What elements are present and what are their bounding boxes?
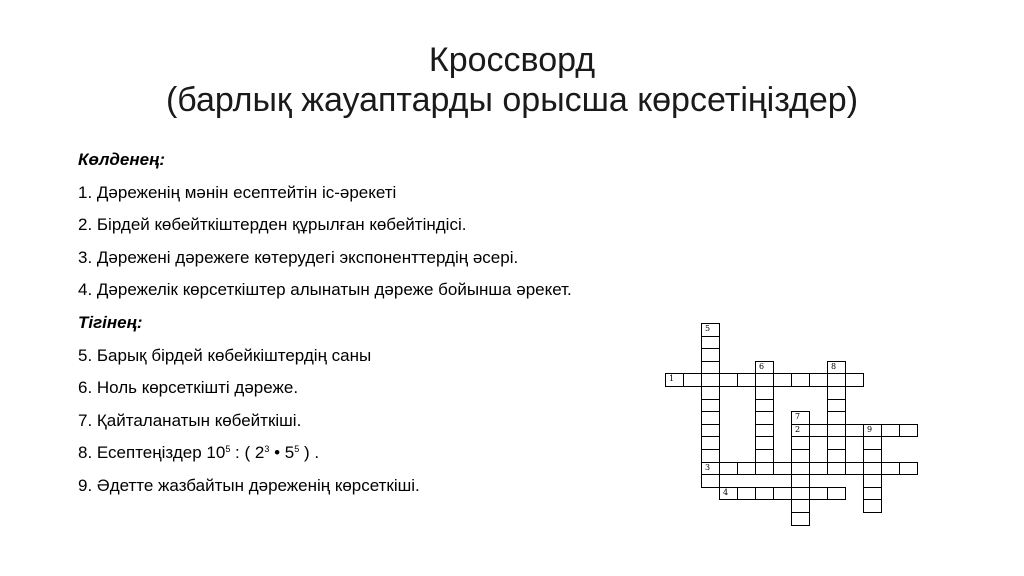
crossword-cell[interactable]	[791, 436, 810, 450]
crossword-clue-number: 6	[759, 361, 765, 371]
crossword-cell[interactable]	[809, 462, 828, 476]
crossword-cell[interactable]	[863, 487, 882, 501]
clue-down-8	[78, 439, 678, 472]
crossword-clue-number: 4	[723, 487, 729, 497]
title-line-2: (барлық жауаптарды орысша көрсетіңіздер)	[165, 81, 859, 119]
crossword-cell[interactable]	[683, 373, 702, 387]
crossword-cell[interactable]	[701, 411, 720, 425]
clue-across-2: 2. Бірдей көбейткіштерден құрылған көбейтіндісі.	[78, 215, 467, 235]
crossword-cell[interactable]	[701, 424, 720, 438]
crossword-cell[interactable]	[755, 373, 774, 387]
crossword-cell[interactable]	[701, 361, 720, 375]
crossword-cell[interactable]	[881, 424, 900, 438]
clue-down-7: 7. Қайталанатын көбейткіші.	[78, 410, 302, 430]
crossword-cell[interactable]	[719, 373, 738, 387]
crossword-cell[interactable]	[755, 424, 774, 438]
crossword-cell[interactable]	[827, 399, 846, 413]
crossword-cell[interactable]	[809, 487, 828, 501]
crossword-cell[interactable]	[773, 462, 792, 476]
crossword-cell[interactable]	[755, 462, 774, 476]
crossword-cell[interactable]	[665, 373, 684, 387]
across-heading: Көлденең:	[78, 150, 166, 169]
slide-title	[0, 40, 1024, 120]
crossword-cell[interactable]	[863, 474, 882, 488]
crossword-cell[interactable]	[827, 449, 846, 463]
clue-down-9: 9. Әдетте жазбайтын дәреженің көрсеткіші.	[78, 475, 420, 495]
crossword-cell[interactable]	[827, 373, 846, 387]
crossword-cell[interactable]	[755, 399, 774, 413]
clue-8-mid1: : ( 2	[230, 443, 265, 463]
crossword-cell[interactable]	[863, 449, 882, 463]
crossword-cell[interactable]	[845, 373, 864, 387]
crossword-clue-number: 7	[795, 412, 801, 422]
crossword-cell[interactable]	[791, 373, 810, 387]
crossword-cell[interactable]	[791, 462, 810, 476]
clue-across-1: 1. Дәреженің мәнін есептейтін іс-әрекеті	[78, 182, 397, 202]
crossword-cell[interactable]	[791, 487, 810, 501]
crossword-cell[interactable]	[845, 424, 864, 438]
crossword-cell[interactable]	[863, 499, 882, 513]
crossword-cell[interactable]	[791, 424, 810, 438]
crossword-cell[interactable]	[827, 361, 846, 375]
clue-across-3: 3. Дәрежені дәрежеге көтерудегі экспоненттердің әсері.	[78, 247, 519, 267]
crossword-cell[interactable]	[827, 424, 846, 438]
clue-8-exp2: 3	[264, 444, 270, 455]
crossword-cell[interactable]	[701, 323, 720, 337]
crossword-cell[interactable]	[701, 348, 720, 362]
title-line-1: Кроссворд	[428, 41, 596, 79]
clue-8-suffix: ) .	[299, 443, 320, 463]
crossword-cell[interactable]	[791, 499, 810, 513]
crossword-cell[interactable]	[755, 487, 774, 501]
crossword-cell[interactable]	[809, 373, 828, 387]
crossword-cell[interactable]	[827, 386, 846, 400]
crossword-cell[interactable]	[791, 512, 810, 526]
crossword-cell[interactable]	[719, 462, 738, 476]
crossword-cell[interactable]	[863, 424, 882, 438]
crossword-cell[interactable]	[755, 411, 774, 425]
crossword-cell[interactable]	[773, 487, 792, 501]
crossword-cell[interactable]	[791, 474, 810, 488]
crossword-cell[interactable]	[827, 487, 846, 501]
crossword-cell[interactable]	[827, 436, 846, 450]
crossword-cell[interactable]	[719, 487, 738, 501]
clue-across-4: 4. Дәрежелік көрсеткіштер алынатын дәреже бойынша әрекет.	[78, 280, 572, 300]
crossword-cell[interactable]	[701, 336, 720, 350]
crossword-cell[interactable]	[863, 462, 882, 476]
crossword-cell[interactable]	[881, 462, 900, 476]
crossword-cell[interactable]	[809, 424, 828, 438]
crossword-cell[interactable]	[701, 462, 720, 476]
crossword-cell[interactable]	[737, 487, 756, 501]
clue-down-6: 6. Ноль көрсеткішті дәреже.	[78, 378, 299, 398]
crossword-clue-number: 8	[831, 361, 837, 371]
clue-8-mid2: • 5	[269, 443, 295, 463]
crossword-clue-number: 5	[705, 324, 711, 333]
clue-down-5: 5. Барық бірдей көбейкіштердің саны	[78, 345, 372, 365]
crossword-cell[interactable]	[755, 436, 774, 450]
crossword-clue-number: 1	[669, 374, 675, 384]
clues-list	[78, 146, 678, 505]
crossword-cell[interactable]	[755, 386, 774, 400]
crossword-cell[interactable]	[845, 462, 864, 476]
clue-8-prefix: 8. Есептеңіздер 10	[78, 443, 226, 463]
crossword-cell[interactable]	[899, 462, 918, 476]
crossword-cell[interactable]	[701, 474, 720, 488]
crossword-cell[interactable]	[755, 449, 774, 463]
crossword-clue-number: 9	[867, 424, 873, 434]
clue-8-exp3: 5	[294, 444, 300, 455]
crossword-cell[interactable]	[755, 361, 774, 375]
crossword-cell[interactable]	[701, 373, 720, 387]
crossword-clue-number: 2	[795, 424, 801, 434]
crossword-cell[interactable]	[701, 399, 720, 413]
crossword-cell[interactable]	[737, 462, 756, 476]
crossword-cell[interactable]	[791, 449, 810, 463]
crossword-cell[interactable]	[863, 436, 882, 450]
crossword-cell[interactable]	[773, 373, 792, 387]
crossword-cell[interactable]	[791, 411, 810, 425]
crossword-cell[interactable]	[899, 424, 918, 438]
crossword-cell[interactable]	[827, 411, 846, 425]
clue-8-exp1: 5	[225, 444, 231, 455]
crossword-cell[interactable]	[701, 386, 720, 400]
crossword-clue-number: 3	[705, 462, 711, 472]
crossword-cell[interactable]	[737, 373, 756, 387]
crossword-cell[interactable]	[827, 462, 846, 476]
crossword-cell[interactable]	[701, 449, 720, 463]
down-heading: Тігінең:	[78, 312, 143, 332]
crossword-cell[interactable]	[701, 436, 720, 450]
